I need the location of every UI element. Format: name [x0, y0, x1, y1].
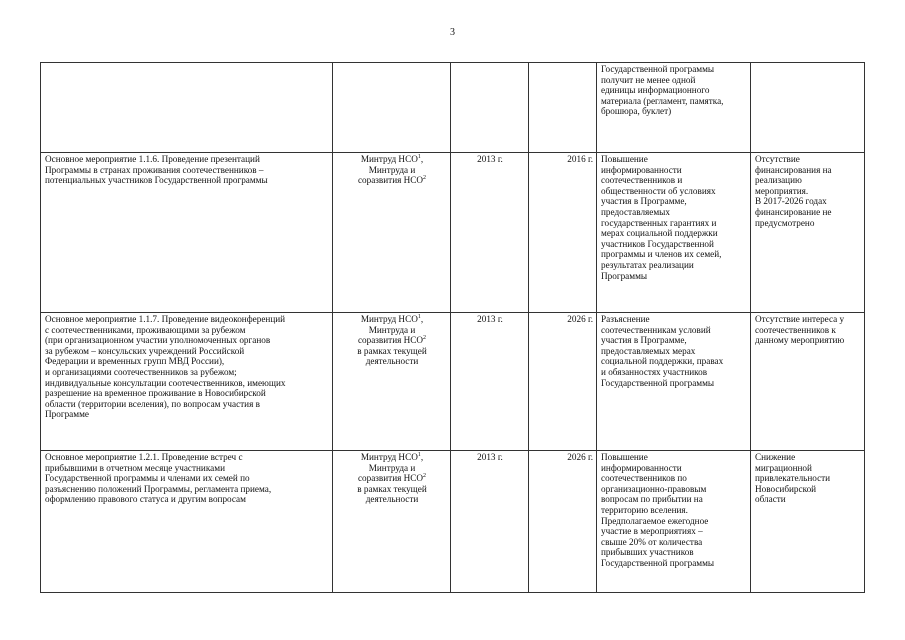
result-cell: Государственной программы получит не менее одной единицы информационного материала (регламент, памятка, брошюра, буклет) — [597, 63, 751, 153]
executor-cell — [333, 313, 451, 451]
end-year-cell — [529, 63, 597, 153]
activity-cell: Основное мероприятие 1.1.6. Проведение презентаций Программы в странах проживания соотечественников – потенциальных участников Государственной программы — [41, 153, 333, 313]
consequence-cell: Отсутствие финансирования на реализацию мероприятия. В 2017-2026 годах финансирование не предусмотрено — [751, 153, 865, 313]
table-row — [41, 313, 865, 451]
end-year-cell: 2026 г. — [529, 313, 597, 451]
executor-name: Минтруд НСО — [360, 314, 418, 324]
consequence-cell: Отсутствие интереса у соотечественников к данному мероприятию — [751, 313, 865, 451]
executor-name: соразвития НСО — [357, 175, 424, 186]
consequence-cell — [751, 63, 865, 153]
activity-cell — [41, 63, 333, 153]
executor-comma: , — [420, 314, 424, 324]
end-year-cell: 2016 г. — [529, 153, 597, 313]
executor-comma: , — [420, 452, 424, 462]
executor-name: Минтруд НСО — [360, 452, 418, 462]
footnote-mark: 1 — [417, 313, 421, 320]
executor-cell — [333, 153, 451, 313]
executor-cell — [333, 63, 451, 153]
result-cell: Разъяснение соотечественникам условий участия в Программе, предоставляемых мерах социальной поддержки, правах и обязанностях участников Государственной программы — [597, 313, 751, 451]
executor-comma: , — [420, 154, 424, 164]
footnote-mark: 2 — [423, 175, 427, 182]
table-row — [41, 153, 865, 313]
executor-cell — [333, 451, 451, 593]
table-row — [41, 451, 865, 593]
end-year-cell: 2026 г. — [529, 451, 597, 593]
activity-cell: Основное мероприятие 1.1.7. Проведение видеоконференций с соотечественниками, проживающими за рубежом (при организационном участии уполномоченных органов за рубежом – консульских учреждений Российской Федерации и временных групп МВД России), и организациями соотечественников за рубежом; индивидуальные консультации соотечественников, имеющих разрешение на временное проживание в Новосибирской области (территории вселения), по вопросам участия в Программе — [41, 313, 333, 451]
start-year-cell: 2013 г. — [451, 451, 529, 593]
executor-name: Минтруда и — [368, 324, 416, 335]
executor-name: Минтруда и — [368, 462, 416, 473]
executor-note: в рамках текущей деятельности — [357, 345, 427, 367]
table-row — [41, 63, 865, 153]
consequence-cell: Снижение миграционной привлекательности Новосибирской области — [751, 451, 865, 593]
start-year-cell — [451, 63, 529, 153]
executor-note: в рамках текущей деятельности — [357, 483, 427, 505]
start-year-cell: 2013 г. — [451, 153, 529, 313]
activity-cell: Основное мероприятие 1.2.1. Проведение встреч с прибывшими в отчетном месяце участниками Государственной программы и членами их семей по разъяснению положений Программы, регламента приема, оформлению правового статуса и другим вопросам — [41, 451, 333, 593]
footnote-mark: 2 — [423, 335, 427, 342]
footnote-mark: 1 — [417, 153, 421, 160]
executor-name: Минтруд НСО — [360, 154, 418, 164]
executor-name: соразвития НСО — [357, 335, 424, 346]
footnote-mark: 1 — [417, 451, 421, 458]
result-cell: Повышение информированности соотечественников и общественности об условиях участия в Программе, предоставляемых государственных гарантиях и мерах социальной поддержки участников Государственной программы и членов их семей, результатах реализации Программы — [597, 153, 751, 313]
executor-name: соразвития НСО — [357, 473, 424, 484]
page-number: 3 — [450, 27, 455, 38]
activities-table — [40, 62, 865, 593]
result-cell: Повышение информированности соотечественников по организационно-правовым вопросам по прибытии на территорию вселения. Предполагаемое ежегодное участие в мероприятиях – свыше 20% от количества прибывших участников Государственной программы — [597, 451, 751, 593]
executor-name: Минтруда и — [368, 164, 416, 175]
start-year-cell: 2013 г. — [451, 313, 529, 451]
footnote-mark: 2 — [423, 473, 427, 480]
